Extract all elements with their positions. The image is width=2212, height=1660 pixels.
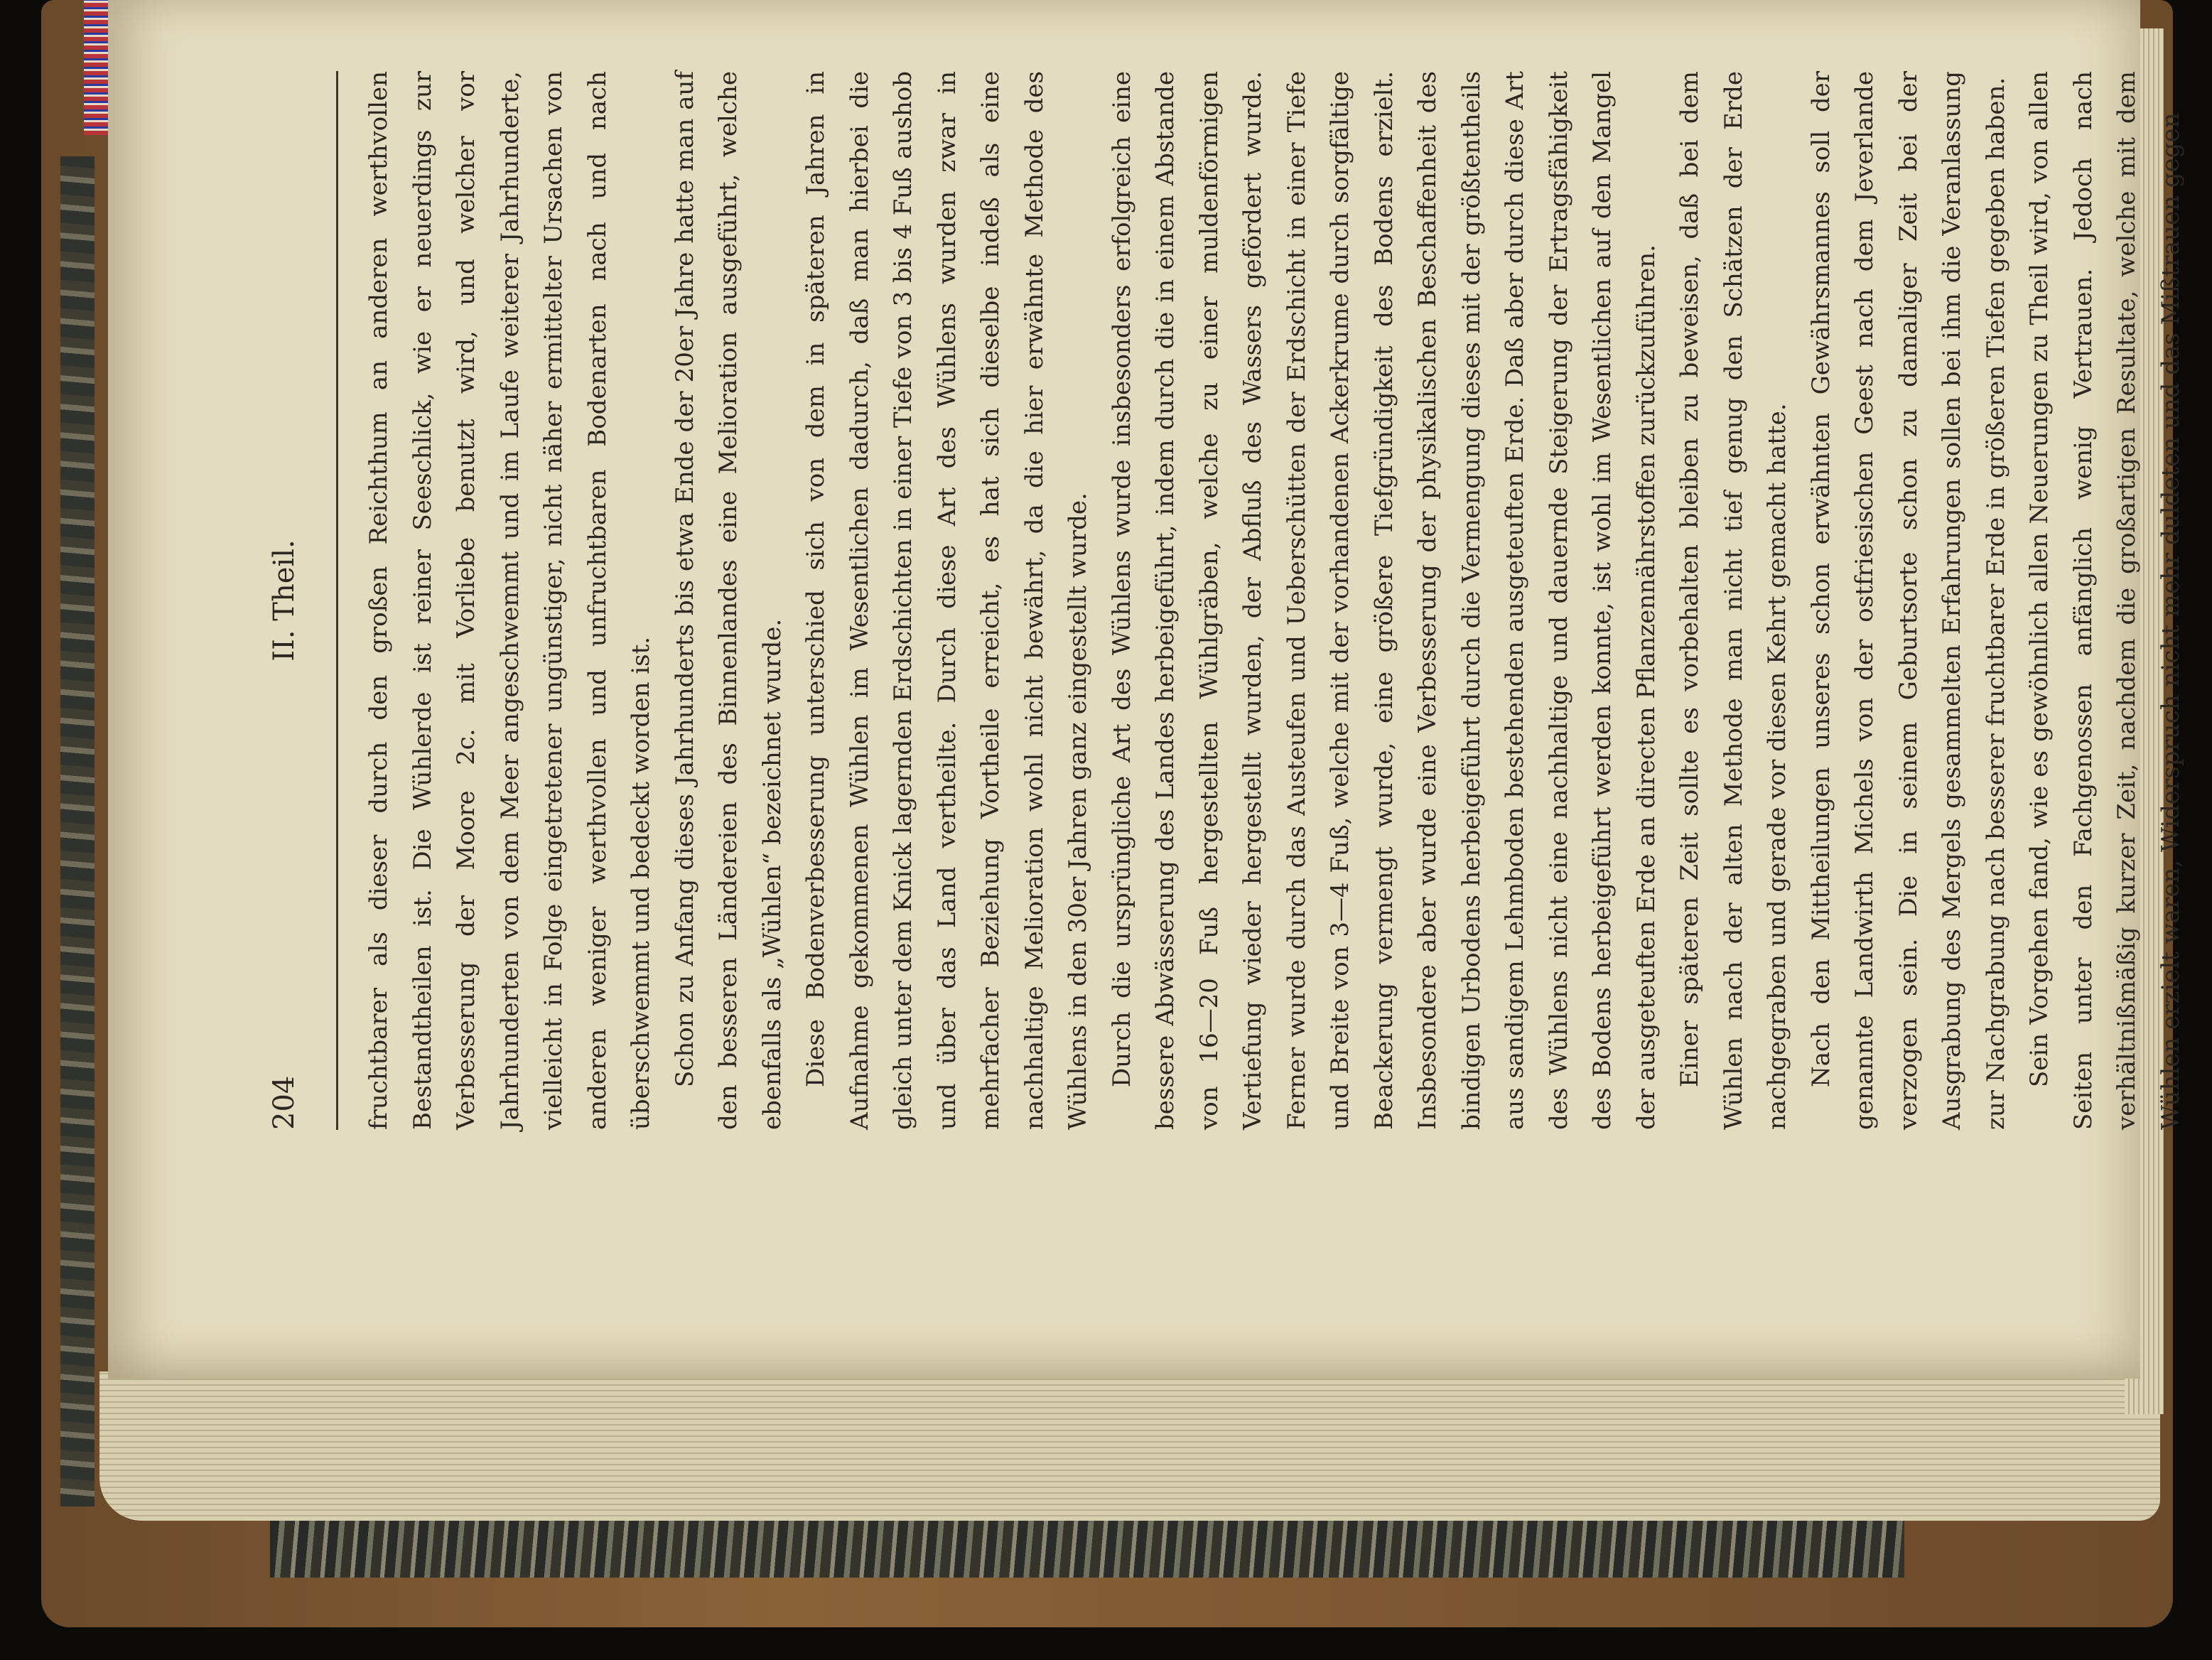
- body-text: [357, 71, 2185, 1130]
- paragraph: Durch die ursprüngliche Art des Wühlens wurde insbesonders erfolgreich eine bessere Abwässerung des Landes herbeigeführt, indem durch die in einem Abstande von 16—20 Fuß hergestellten Wühlgräben, welche zu einer muldenförmigen Vertiefung wieder hergestellt wurden, der Abfluß des Wassers gefördert wurde. Ferner wurde durch das Austeufen und Ueberschütten der Erdschicht in einer Tiefe und Breite von 3—4 Fuß, welche mit der vorhandenen Ackerkrume durch sorgfältige Beackerung vermengt wurde, eine größere Tiefgründigkeit des Bodens erzielt. Insbesondere aber wurde eine Verbesserung der physikalischen Beschaffenheit des bindigen Urbodens herbeigeführt durch die Vermengung dieses mit der größtentheils aus sandigem Lehmboden bestehenden ausgeteuften Erde. Daß aber durch diese Art des Wühlens nicht eine nachhaltige und dauernde Steigerung der Ertragsfähigkeit des Bodens herbeigeführt werden konnte, ist wohl im Wesentlichen auf den Mangel der ausgeteuften Erde an directen Pflanzennährstoffen zurückzuführen.: [1107, 71, 1661, 1130]
- header-rule: [336, 71, 338, 1130]
- marbled-edge-left: [60, 156, 95, 1507]
- paragraph: Schon zu Anfang dieses Jahrhunderts bis etwa Ende der 20er Jahre hatte man auf den besseren Ländereien des Binnenlandes eine Melioration ausgeführt, welche ebenfalls als „Wühlen“ bezeichnet wurde.: [670, 71, 787, 1130]
- paragraph: Sein Vorgehen fand, wie es gewöhnlich allen Neuerungen zu Theil wird, von allen Seiten unter den Fachgenossen anfänglich wenig Vertrauen. Jedoch nach verhältnißmäßig kurzer Zeit, nachdem die großartigen Resultate, welche mit dem Wühlen erzielt waren, Widerspruch nicht mehr duldeten und das Mißtrauen gegen: [2025, 71, 2185, 1130]
- marbled-edge-bottom: [270, 1514, 1904, 1578]
- paragraph: Einer späteren Zeit sollte es vorbehalten bleiben zu beweisen, daß bei dem Wühlen nach der alten Methode man nicht tief genug den Schätzen der Erde nachgegraben und gerade vor diesen Kehrt gemacht hatte.: [1676, 71, 1791, 1130]
- paragraph: Diese Bodenverbesserung unterschied sich von dem in späteren Jahren in Aufnahme gekommenen Wühlen im Wesentlichen dadurch, daß man hierbei die gleich unter dem Knick lagernden Erdschichten in einer Tiefe von 3 bis 4 Fuß aushob und über das Land vertheilte. Durch diese Art des Wühlens wurden zwar in mehrfacher Beziehung Vortheile erreicht, es hat sich dieselbe indeß als eine nachhaltige Melioration wohl nicht bewährt, da die hier erwähnte Methode des Wühlens in den 30er Jahren ganz eingestellt wurde.: [802, 71, 1092, 1130]
- bookmark-ribbon: [84, 0, 108, 135]
- paragraph: Nach den Mittheilungen unseres schon erwähnten Gewährsmannes soll der genannte Landwirth Michels von der ostfriesischen Geest nach dem Jeverlande verzogen sein. Die in seinem Geburtsorte schon zu damaliger Zeit bei der Ausgrabung des Mergels gesammelten Erfahrungen sollen bei ihm die Veranlassung zur Nachgrabung nach besserer fruchtbarer Erde in größeren Tiefen gegeben haben.: [1806, 71, 2010, 1130]
- page-number: 204: [268, 1075, 301, 1130]
- rotated-text-block: [252, 71, 2185, 1130]
- paragraph: fruchtbarer als dieser durch den großen Reichthum an anderen werthvollen Bestandtheilen ist. Die Wühlerde ist reiner Seeschlick, wie er neuerdings zur Verbesserung der Moore 2c. mit Vorliebe benutzt wird, und welcher vor Jahrhunderten von dem Meer angeschwemmt und im Laufe weiterer Jahrhunderte, vielleicht in Folge eingetretener ungünstiger, nicht näher ermittelter Ursachen von anderen weniger werthvollen und unfruchtbaren Bodenarten nach und nach überschwemmt und bedeckt worden ist.: [365, 71, 655, 1130]
- running-head: II. Theil.: [268, 539, 301, 662]
- page-edges-bottom: [99, 1371, 2160, 1521]
- page-header: [252, 71, 316, 1130]
